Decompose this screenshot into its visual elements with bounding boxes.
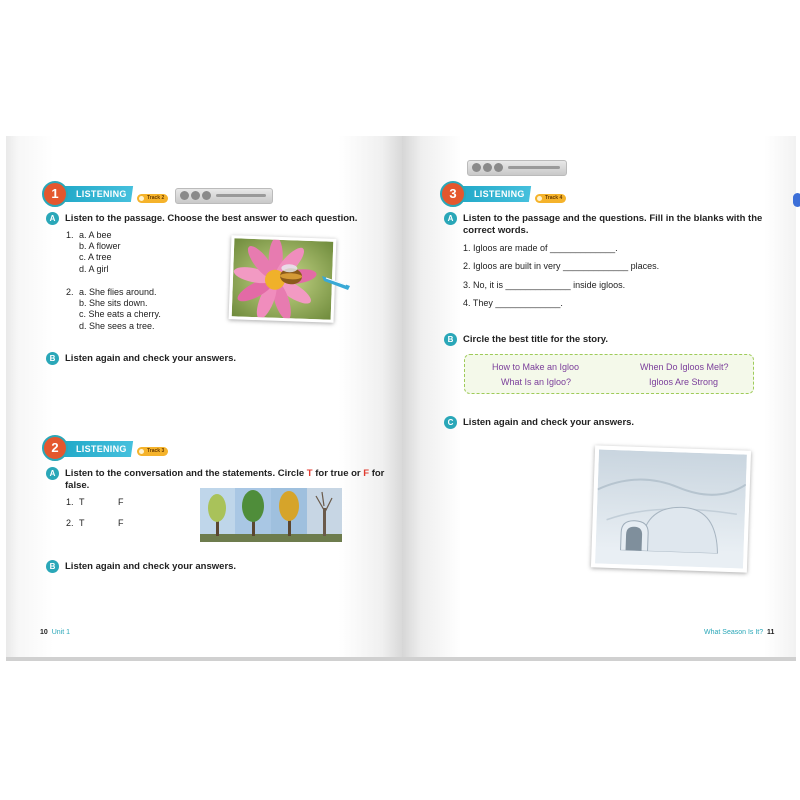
title-option-2[interactable]: When Do Igloos Melt? [640, 362, 729, 372]
section-number-1: 1 [42, 181, 68, 207]
instruction-3c: Listen again and check your answers. [463, 417, 635, 428]
question-number-2: 2. [66, 287, 74, 297]
pause-icon[interactable] [191, 191, 200, 200]
section-number-3: 3 [440, 181, 466, 207]
paper-clip-icon [320, 272, 354, 294]
audio-player-1[interactable] [175, 188, 273, 204]
left-footer: 10 Unit 1 [40, 629, 70, 636]
tf-row-2-number: 2. [66, 518, 74, 528]
option-2d: d. She sees a tree. [79, 321, 155, 331]
stop-icon[interactable] [202, 191, 211, 200]
option-2a: a. She flies around. [79, 287, 157, 297]
option-1b: b. A flower [79, 241, 121, 251]
stop-icon[interactable] [494, 163, 503, 172]
part-badge-3a: A [444, 212, 457, 225]
track-badge-3[interactable]: Track 4 [535, 194, 566, 203]
part-badge-1a: A [46, 212, 59, 225]
fill-blank-3[interactable]: 3. No, it is _____________ inside igloos. [463, 280, 626, 290]
listening-banner-2: LISTENING [61, 441, 133, 457]
instruction-3a-line1: Listen to the passage and the questions. Fill in the blanks with the [463, 213, 763, 224]
tf-row-1-false[interactable]: F [118, 497, 124, 507]
igloo-photo [591, 445, 751, 572]
audio-player-3[interactable] [467, 160, 567, 176]
igloo-image [595, 449, 747, 568]
four-seasons-trees-image [200, 488, 342, 542]
tf-row-2-false[interactable]: F [118, 518, 124, 528]
false-letter: F [363, 468, 370, 479]
part-badge-1b: B [46, 352, 59, 365]
instruction-2a-line2: false. [65, 480, 90, 491]
option-2c: c. She eats a cherry. [79, 309, 161, 319]
scroll-handle[interactable] [793, 193, 800, 207]
tf-row-1-number: 1. [66, 497, 74, 507]
right-footer: What Season Is It? 11 [704, 629, 775, 636]
fill-blank-2[interactable]: 2. Igloos are built in very _____________ places. [463, 261, 660, 271]
track-badge-1[interactable]: Track 2 [137, 194, 168, 203]
pause-icon[interactable] [483, 163, 492, 172]
instruction-3b: Circle the best title for the story. [463, 334, 608, 345]
instruction-3a-line2: correct words. [463, 225, 529, 236]
title-option-1[interactable]: How to Make an Igloo [492, 362, 580, 372]
true-letter: T [306, 468, 313, 479]
play-icon[interactable] [180, 191, 189, 200]
fill-blank-4[interactable]: 4. They _____________. [463, 298, 563, 308]
fill-blank-1[interactable]: 1. Igloos are made of _____________. [463, 243, 618, 253]
part-badge-2b: B [46, 560, 59, 573]
section-number-2: 2 [42, 435, 68, 461]
listening-banner-1: LISTENING [61, 186, 133, 202]
question-number-1: 1. [66, 230, 74, 240]
tf-row-1-true[interactable]: T [79, 497, 85, 507]
part-badge-3c: C [444, 416, 457, 429]
listening-banner-3: LISTENING [459, 186, 531, 202]
title-option-3[interactable]: What Is an Igloo? [501, 377, 572, 387]
instruction-1a: Listen to the passage. Choose the best answer to each question. [65, 213, 358, 224]
instruction-2b: Listen again and check your answers. [65, 561, 237, 572]
option-1a: a. A bee [79, 230, 112, 240]
play-icon[interactable] [472, 163, 481, 172]
bee-flower-image [232, 238, 334, 319]
progress-bar[interactable] [508, 166, 560, 169]
part-badge-3b: B [444, 333, 457, 346]
part-badge-2a: A [46, 467, 59, 480]
instruction-1b: Listen again and check your answers. [65, 353, 237, 364]
title-option-4[interactable]: Igloos Are Strong [649, 377, 719, 387]
option-2b: b. She sits down. [79, 298, 148, 308]
progress-bar[interactable] [216, 194, 266, 197]
track-badge-2[interactable]: Track 3 [137, 447, 168, 456]
instruction-2a: Listen to the conversation and the statements. Circle T for true or F for [65, 468, 385, 479]
option-1c: c. A tree [79, 252, 112, 262]
option-1d: d. A girl [79, 264, 109, 274]
tf-row-2-true[interactable]: T [79, 518, 85, 528]
page-edge [6, 657, 796, 661]
